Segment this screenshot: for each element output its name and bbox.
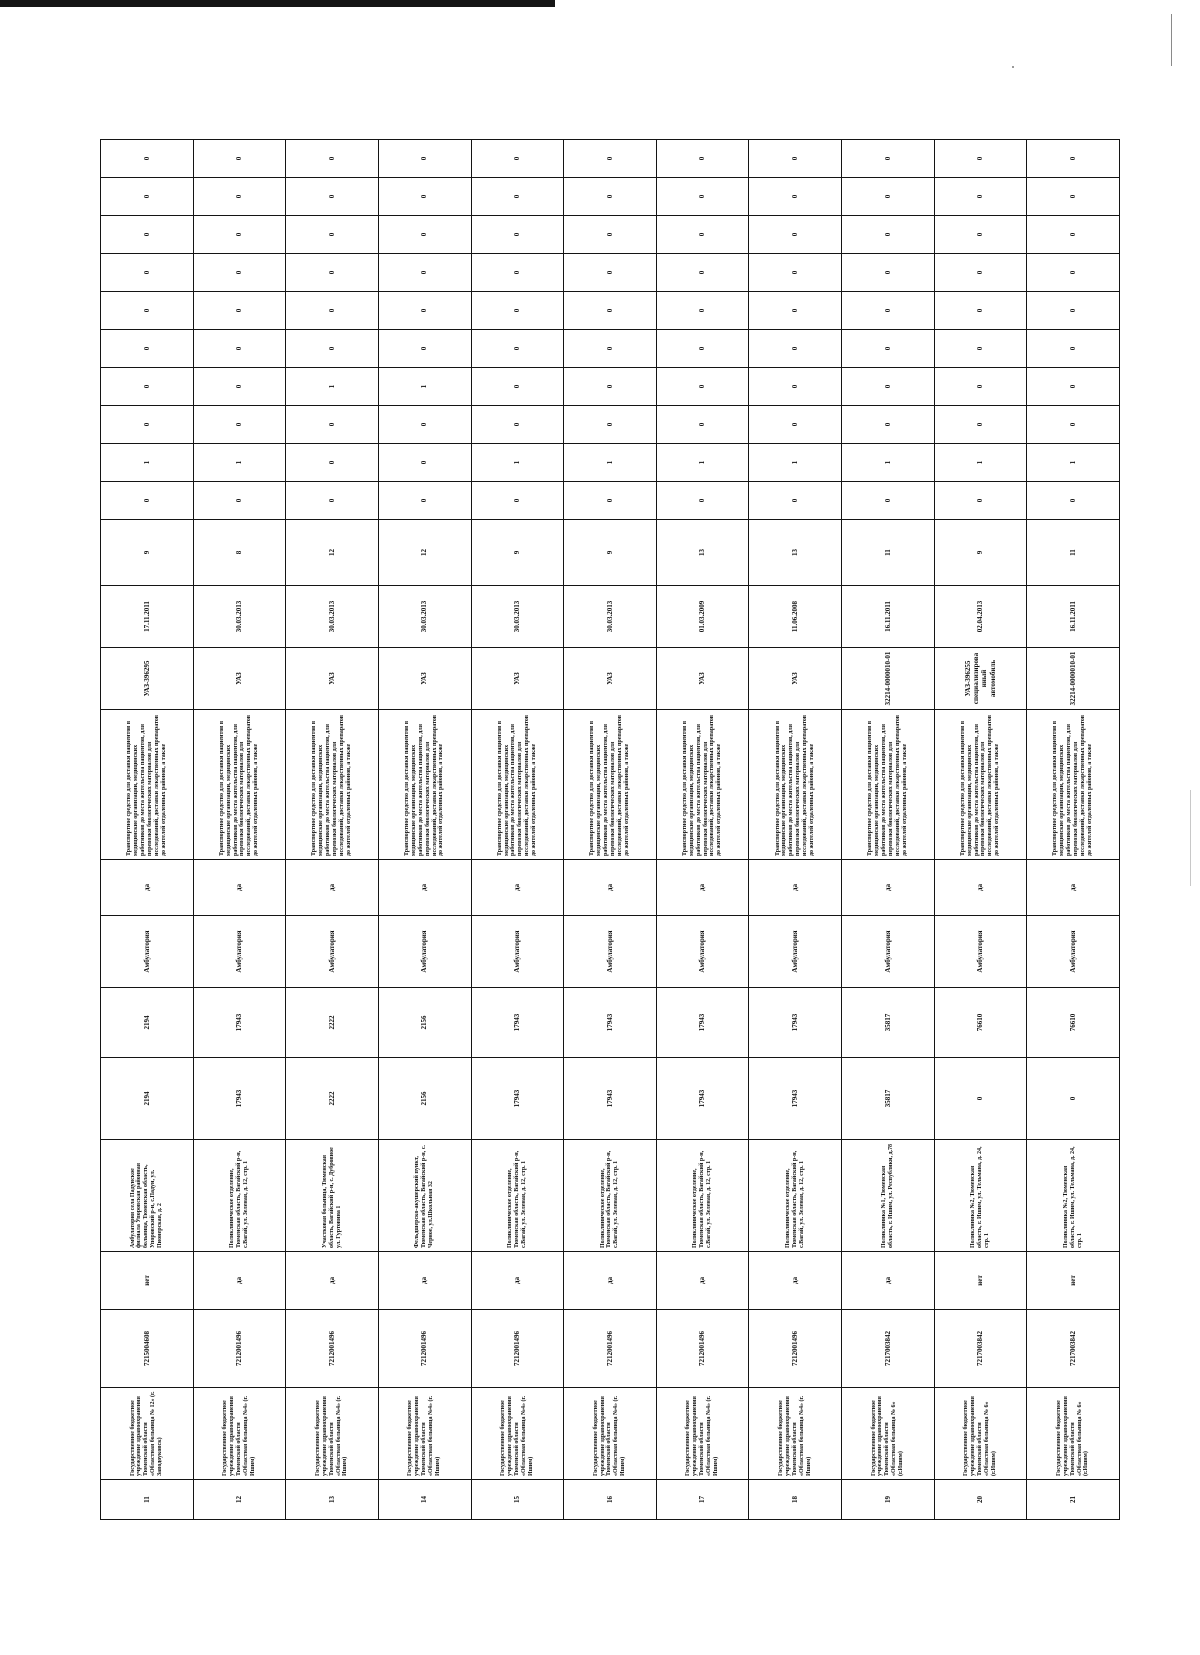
count-cell: 0: [286, 292, 379, 330]
vehicle-age: 9: [471, 520, 564, 586]
count-cell: 0: [749, 292, 842, 330]
table-row: [564, 140, 657, 1520]
count-cell: 0: [378, 292, 471, 330]
facility-type: Амбулатория: [656, 916, 749, 988]
vehicle-purpose: Транспортное средство для доставки пациентов в медицинские организации, медицинских работников до места жительства пациентов, для перевозки биологических материалов для исследований, доставки лекарственных препаратов до жителей отдаленных районов, а также: [471, 710, 564, 860]
count-cell: 0: [286, 406, 379, 444]
registration-date: 02.04.2013: [934, 586, 1027, 648]
vehicle-purpose: Транспортное средство для доставки пациентов в медицинские организации, медицинских работников до места жительства пациентов, для перевозки биологических материалов для исследований, доставки лекарственных препаратов до жителей отдаленных районов, а также: [656, 710, 749, 860]
vehicle-model: УАЗ: [471, 648, 564, 710]
count-cell: 0: [193, 140, 286, 178]
registration-date: 01.03.2009: [656, 586, 749, 648]
count-cell: 0: [471, 140, 564, 178]
count-cell: 0: [564, 330, 657, 368]
count-cell: 1: [101, 444, 194, 482]
population-served: 17943: [656, 1058, 749, 1140]
row-number: 11: [101, 1480, 194, 1520]
count-cell: 0: [101, 178, 194, 216]
count-cell: 0: [286, 444, 379, 482]
organization-name: Государственное бюджетное учреждение здравоохранения Тюменской области «Областная больница № 6» (г.Ишим): [842, 1388, 935, 1480]
organization-name: Государственное бюджетное учреждение здравоохранения Тюменской области «Областная больница №4» (г. Ишим): [471, 1388, 564, 1480]
count-cell: 0: [656, 254, 749, 292]
ownership-flag: нет: [934, 1252, 1027, 1310]
count-cell: 0: [564, 292, 657, 330]
count-cell: 1: [564, 444, 657, 482]
organization-name: Государственное бюджетное учреждение здравоохранения Тюменской области «Областная больница №4» (г. Ишим): [564, 1388, 657, 1480]
ownership-flag: да: [286, 1252, 379, 1310]
population-served: 17943: [471, 1058, 564, 1140]
count-cell: 0: [564, 482, 657, 520]
count-cell: 0: [842, 178, 935, 216]
facility-address: Поликлиническое отделение, Тюменская область, Вагайский р-н, с.Вагай, ул. Зеленая, д. 12, стр. 1: [656, 1140, 749, 1252]
vehicle-model: 32214-0000010-01: [842, 648, 935, 710]
count-cell: 0: [471, 216, 564, 254]
count-cell: 0: [842, 140, 935, 178]
count-cell: 0: [471, 292, 564, 330]
count-cell: 0: [286, 140, 379, 178]
facility-address: Поликлиническое отделение, Тюменская область, Вагайский р-н, с.Вагай, ул. Зеленая, д. 12, стр. 1: [471, 1140, 564, 1252]
count-cell: 0: [378, 482, 471, 520]
count-cell: 1: [378, 368, 471, 406]
facility-type: Амбулатория: [564, 916, 657, 988]
table-row: [934, 140, 1027, 1520]
count-cell: 0: [101, 368, 194, 406]
availability-flag: да: [471, 860, 564, 916]
count-cell: 0: [842, 406, 935, 444]
count-cell: 0: [471, 330, 564, 368]
ownership-flag: да: [564, 1252, 657, 1310]
facility-type: Амбулатория: [1027, 916, 1120, 988]
count-cell: 0: [471, 482, 564, 520]
count-cell: 0: [934, 330, 1027, 368]
count-cell: 0: [378, 140, 471, 178]
count-cell: 0: [564, 178, 657, 216]
vehicle-age: 12: [286, 520, 379, 586]
vehicle-purpose: Транспортное средство для доставки пациентов в медицинские организации, медицинских работников до места жительства пациентов, для перевозки биологических материалов для исследований, доставки лекарственных препаратов до жителей отдаленных районов, а также: [1027, 710, 1120, 860]
count-cell: 0: [656, 368, 749, 406]
registration-date: 30.03.2013: [378, 586, 471, 648]
population-served: 35817: [842, 1058, 935, 1140]
count-cell: 0: [101, 406, 194, 444]
count-cell: 0: [934, 482, 1027, 520]
facility-type: Амбулатория: [101, 916, 194, 988]
count-cell: 0: [842, 368, 935, 406]
inn-code: 7212001496: [749, 1310, 842, 1388]
count-cell: 0: [378, 254, 471, 292]
ownership-flag: да: [471, 1252, 564, 1310]
inn-code: 7212001496: [193, 1310, 286, 1388]
vehicle-age: 12: [378, 520, 471, 586]
facility-address: Поликлиническое отделение, Тюменская область, Вагайский р-н, с.Вагай, ул. Зеленая, д. 12, стр. 1: [193, 1140, 286, 1252]
row-number: 12: [193, 1480, 286, 1520]
count-cell: 0: [471, 254, 564, 292]
count-cell: 0: [471, 178, 564, 216]
vehicle-model: УАЗ: [749, 648, 842, 710]
vehicle-model: УАЗ: [193, 648, 286, 710]
count-cell: 1: [471, 444, 564, 482]
vehicle-model: УАЗ: [656, 648, 749, 710]
availability-flag: да: [1027, 860, 1120, 916]
count-cell: 0: [934, 292, 1027, 330]
population-attached: 17943: [471, 988, 564, 1058]
count-cell: 0: [842, 254, 935, 292]
registration-date: 16.11.2011: [842, 586, 935, 648]
count-cell: 0: [1027, 368, 1120, 406]
count-cell: 0: [378, 216, 471, 254]
inn-code: 7215004608: [101, 1310, 194, 1388]
availability-flag: да: [101, 860, 194, 916]
count-cell: 0: [1027, 254, 1120, 292]
population-served: 0: [934, 1058, 1027, 1140]
ownership-flag: да: [193, 1252, 286, 1310]
count-cell: 0: [193, 216, 286, 254]
vehicle-age: 9: [101, 520, 194, 586]
population-served: 17943: [193, 1058, 286, 1140]
count-cell: 0: [749, 482, 842, 520]
vehicle-model: УАЗ: [564, 648, 657, 710]
vehicle-purpose: Транспортное средство для доставки пациентов в медицинские организации, медицинских работников до места жительства пациентов, для перевозки биологических материалов для исследований, доставки лекарственных препаратов до жителей отдаленных районов, а также: [934, 710, 1027, 860]
vehicle-purpose: Транспортное средство для доставки пациентов в медицинские организации, медицинских работников до места жительства пациентов, для перевозки биологических материалов для исследований, доставки лекарственных препаратов до жителей отдаленных районов, а также: [101, 710, 194, 860]
count-cell: 1: [1027, 444, 1120, 482]
vehicle-age: 9: [934, 520, 1027, 586]
count-cell: 0: [934, 178, 1027, 216]
organization-name: Государственное бюджетное учреждение здравоохранения Тюменской области «Областная больница № 12» (г. Заводоуковск): [101, 1388, 194, 1480]
count-cell: 0: [1027, 330, 1120, 368]
count-cell: 0: [749, 330, 842, 368]
vehicle-model: УАЗ-396295: [101, 648, 194, 710]
facility-address: Поликлиника №2, Тюменская область, г. Ишим, ул. Тельмана, д. 24, стр. 1: [1027, 1140, 1120, 1252]
scan-mark-edge: [1190, 790, 1191, 886]
row-number: 17: [656, 1480, 749, 1520]
facility-type: Амбулатория: [842, 916, 935, 988]
row-number: 21: [1027, 1480, 1120, 1520]
registration-date: 17.11.2011: [101, 586, 194, 648]
vehicle-purpose: Транспортное средство для доставки пациентов в медицинские организации, медицинских работников до места жительства пациентов, для перевозки биологических материалов для исследований, доставки лекарственных препаратов до жителей отдаленных районов, а также: [842, 710, 935, 860]
vehicle-purpose: Транспортное средство для доставки пациентов в медицинские организации, медицинских работников до места жительства пациентов, для перевозки биологических материалов для исследований, доставки лекарственных препаратов до жителей отдаленных районов, а также: [378, 710, 471, 860]
vehicle-model: 32214-0000010-01: [1027, 648, 1120, 710]
count-cell: 0: [378, 178, 471, 216]
count-cell: 0: [378, 406, 471, 444]
ownership-flag: да: [842, 1252, 935, 1310]
population-attached: 17943: [749, 988, 842, 1058]
vehicle-model: УАЗ: [286, 648, 379, 710]
count-cell: 0: [378, 330, 471, 368]
count-cell: 0: [378, 444, 471, 482]
vehicle-age: 13: [749, 520, 842, 586]
count-cell: 0: [193, 406, 286, 444]
facility-type: Амбулатория: [286, 916, 379, 988]
count-cell: 0: [934, 368, 1027, 406]
vehicle-age: 11: [842, 520, 935, 586]
vehicle-model: УАЗ: [378, 648, 471, 710]
count-cell: 0: [286, 178, 379, 216]
organization-name: Государственное бюджетное учреждение здравоохранения Тюменской области «Областная больница № 6» (г.Ишим): [1027, 1388, 1120, 1480]
facility-type: Амбулатория: [471, 916, 564, 988]
population-served: 0: [1027, 1058, 1120, 1140]
organization-name: Государственное бюджетное учреждение здравоохранения Тюменской области «Областная больница №4» (г. Ишим): [749, 1388, 842, 1480]
count-cell: 1: [934, 444, 1027, 482]
inn-code: 7212001496: [378, 1310, 471, 1388]
organization-name: Государственное бюджетное учреждение здравоохранения Тюменской области «Областная больница № 6» (г.Ишим): [934, 1388, 1027, 1480]
count-cell: 0: [934, 254, 1027, 292]
availability-flag: да: [286, 860, 379, 916]
count-cell: 0: [193, 254, 286, 292]
count-cell: 0: [842, 216, 935, 254]
availability-flag: да: [564, 860, 657, 916]
facility-address: Фельдшерско-акушерский пункт, Тюменская область, Вагайский р-н, с. Черное, ул.Школьная 32: [378, 1140, 471, 1252]
facility-address: Поликлиническое отделение, Тюменская область, Вагайский р-н, с.Вагай, ул. Зеленая, д. 12, стр. 1: [564, 1140, 657, 1252]
count-cell: 0: [934, 140, 1027, 178]
count-cell: 0: [101, 254, 194, 292]
population-served: 2194: [101, 1058, 194, 1140]
population-attached: 76610: [934, 988, 1027, 1058]
inn-code: 7212001496: [471, 1310, 564, 1388]
vehicle-age: 8: [193, 520, 286, 586]
count-cell: 0: [286, 216, 379, 254]
registration-date: 30.03.2013: [286, 586, 379, 648]
inn-code: 7217003842: [842, 1310, 935, 1388]
count-cell: 0: [749, 368, 842, 406]
count-cell: 0: [656, 406, 749, 444]
count-cell: 0: [471, 368, 564, 406]
availability-flag: да: [749, 860, 842, 916]
count-cell: 0: [656, 140, 749, 178]
count-cell: 0: [749, 254, 842, 292]
availability-flag: да: [656, 860, 749, 916]
table-row: [286, 140, 379, 1520]
facility-address: Поликлиника №2, Тюменская область, г. Ишим, ул. Тельмана, д. 24, стр. 1: [934, 1140, 1027, 1252]
count-cell: 0: [193, 368, 286, 406]
table-row: [193, 140, 286, 1520]
count-cell: 1: [193, 444, 286, 482]
count-cell: 1: [286, 368, 379, 406]
population-served: 2222: [286, 1058, 379, 1140]
count-cell: 0: [564, 216, 657, 254]
availability-flag: да: [842, 860, 935, 916]
table-row: [656, 140, 749, 1520]
registration-date: 30.03.2013: [564, 586, 657, 648]
row-number: 16: [564, 1480, 657, 1520]
table-row: [471, 140, 564, 1520]
count-cell: 0: [1027, 216, 1120, 254]
ownership-flag: да: [656, 1252, 749, 1310]
population-attached: 17943: [564, 988, 657, 1058]
availability-flag: да: [934, 860, 1027, 916]
count-cell: 0: [656, 178, 749, 216]
population-attached: 76610: [1027, 988, 1120, 1058]
population-attached: 2156: [378, 988, 471, 1058]
ownership-flag: нет: [101, 1252, 194, 1310]
vehicle-purpose: Транспортное средство для доставки пациентов в медицинские организации, медицинских работников до места жительства пациентов, для перевозки биологических материалов для исследований, доставки лекарственных препаратов до жителей отдаленных районов, а также: [286, 710, 379, 860]
row-number: 19: [842, 1480, 935, 1520]
row-number: 15: [471, 1480, 564, 1520]
count-cell: 0: [749, 216, 842, 254]
organization-name: Государственное бюджетное учреждение здравоохранения Тюменской области «Областная больница №4» (г. Ишим): [286, 1388, 379, 1480]
table-row: [842, 140, 935, 1520]
population-served: 17943: [749, 1058, 842, 1140]
count-cell: 0: [934, 216, 1027, 254]
inn-code: 7212001496: [286, 1310, 379, 1388]
count-cell: 0: [286, 330, 379, 368]
registration-date: 11.06.2008: [749, 586, 842, 648]
availability-flag: да: [378, 860, 471, 916]
count-cell: 0: [286, 254, 379, 292]
ownership-flag: да: [749, 1252, 842, 1310]
table-body: [101, 140, 1120, 1520]
count-cell: 0: [471, 406, 564, 444]
count-cell: 0: [193, 178, 286, 216]
count-cell: 0: [842, 292, 935, 330]
count-cell: 0: [934, 406, 1027, 444]
count-cell: 0: [193, 330, 286, 368]
count-cell: 0: [193, 482, 286, 520]
population-attached: 2194: [101, 988, 194, 1058]
scan-mark-right: [1171, 14, 1172, 66]
row-number: 20: [934, 1480, 1027, 1520]
table-row: [749, 140, 842, 1520]
count-cell: 1: [656, 444, 749, 482]
facility-address: Поликлиника №1, Тюменская область, г. Ишим, ул. Республики, д.78: [842, 1140, 935, 1252]
scan-dot: [1012, 66, 1014, 68]
facility-type: Амбулатория: [934, 916, 1027, 988]
count-cell: 0: [656, 482, 749, 520]
count-cell: 0: [101, 330, 194, 368]
vehicle-age: 13: [656, 520, 749, 586]
count-cell: 0: [749, 140, 842, 178]
vehicle-purpose: Транспортное средство для доставки пациентов в медицинские организации, медицинских работников до места жительства пациентов, для перевозки биологических материалов для исследований, доставки лекарственных препаратов до жителей отдаленных районов, а также: [749, 710, 842, 860]
facility-address: Амбулатория села Падунское филиала Упоровская районная больница, Тюменская область, Упоровский р-н, с.Падун, ул. Пионерская, д. 2: [101, 1140, 194, 1252]
table-row: [1027, 140, 1120, 1520]
facility-address: Участковая больница, Тюменская область, Вагайский р-н, с. Дубровное ул. Гуртовина 1: [286, 1140, 379, 1252]
count-cell: 0: [564, 406, 657, 444]
vehicle-purpose: Транспортное средство для доставки пациентов в медицинские организации, медицинских работников до места жительства пациентов, для перевозки биологических материалов для исследований, доставки лекарственных препаратов до жителей отдаленных районов, а также: [193, 710, 286, 860]
count-cell: 1: [749, 444, 842, 482]
count-cell: 0: [656, 216, 749, 254]
count-cell: 0: [564, 254, 657, 292]
population-attached: 2222: [286, 988, 379, 1058]
count-cell: 0: [101, 292, 194, 330]
facility-type: Амбулатория: [193, 916, 286, 988]
facility-type: Амбулатория: [378, 916, 471, 988]
inn-code: 7212001496: [564, 1310, 657, 1388]
organization-name: Государственное бюджетное учреждение здравоохранения Тюменской области «Областная больница №4» (г. Ишим): [656, 1388, 749, 1480]
facility-type: Амбулатория: [749, 916, 842, 988]
count-cell: 0: [1027, 406, 1120, 444]
organization-name: Государственное бюджетное учреждение здравоохранения Тюменской области «Областная больница №4» (г. Ишим): [378, 1388, 471, 1480]
vehicle-age: 9: [564, 520, 657, 586]
population-served: 2156: [378, 1058, 471, 1140]
vehicle-age: 11: [1027, 520, 1120, 586]
count-cell: 0: [101, 140, 194, 178]
count-cell: 0: [1027, 140, 1120, 178]
row-number: 14: [378, 1480, 471, 1520]
ownership-flag: да: [378, 1252, 471, 1310]
count-cell: 0: [1027, 482, 1120, 520]
count-cell: 0: [749, 178, 842, 216]
count-cell: 0: [1027, 178, 1120, 216]
registration-date: 30.03.2013: [471, 586, 564, 648]
scan-edge-top: [0, 0, 555, 7]
table-row: [101, 140, 194, 1520]
vehicle-table: [100, 139, 1120, 1520]
count-cell: 0: [656, 292, 749, 330]
row-number: 18: [749, 1480, 842, 1520]
count-cell: 0: [101, 482, 194, 520]
count-cell: 0: [749, 406, 842, 444]
ownership-flag: нет: [1027, 1252, 1120, 1310]
row-number: 13: [286, 1480, 379, 1520]
population-attached: 17943: [193, 988, 286, 1058]
count-cell: 0: [656, 330, 749, 368]
registration-date: 30.03.2013: [193, 586, 286, 648]
rotated-table-container: [100, 140, 1120, 1520]
count-cell: 0: [101, 216, 194, 254]
vehicle-purpose: Транспортное средство для доставки пациентов в медицинские организации, медицинских работников до места жительства пациентов, для перевозки биологических материалов для исследований, доставки лекарственных препаратов до жителей отдаленных районов, а также: [564, 710, 657, 860]
vehicle-model: УАЗ-396255 специализированный автомобиль: [934, 648, 1027, 710]
inn-code: 7217003842: [1027, 1310, 1120, 1388]
availability-flag: да: [193, 860, 286, 916]
population-attached: 35817: [842, 988, 935, 1058]
count-cell: 1: [842, 444, 935, 482]
organization-name: Государственное бюджетное учреждение здравоохранения Тюменской области «Областная больница №4» (г. Ишим): [193, 1388, 286, 1480]
count-cell: 0: [286, 482, 379, 520]
population-attached: 17943: [656, 988, 749, 1058]
count-cell: 0: [193, 292, 286, 330]
inn-code: 7212001496: [656, 1310, 749, 1388]
count-cell: 0: [1027, 292, 1120, 330]
population-served: 17943: [564, 1058, 657, 1140]
facility-address: Поликлиническое отделение, Тюменская область, Вагайский р-н, с.Вагай, ул. Зеленая, д. 12, стр. 1: [749, 1140, 842, 1252]
count-cell: 0: [842, 330, 935, 368]
table-row: [378, 140, 471, 1520]
inn-code: 7217003842: [934, 1310, 1027, 1388]
count-cell: 0: [564, 140, 657, 178]
count-cell: 0: [564, 368, 657, 406]
registration-date: 16.11.2011: [1027, 586, 1120, 648]
count-cell: 0: [842, 482, 935, 520]
